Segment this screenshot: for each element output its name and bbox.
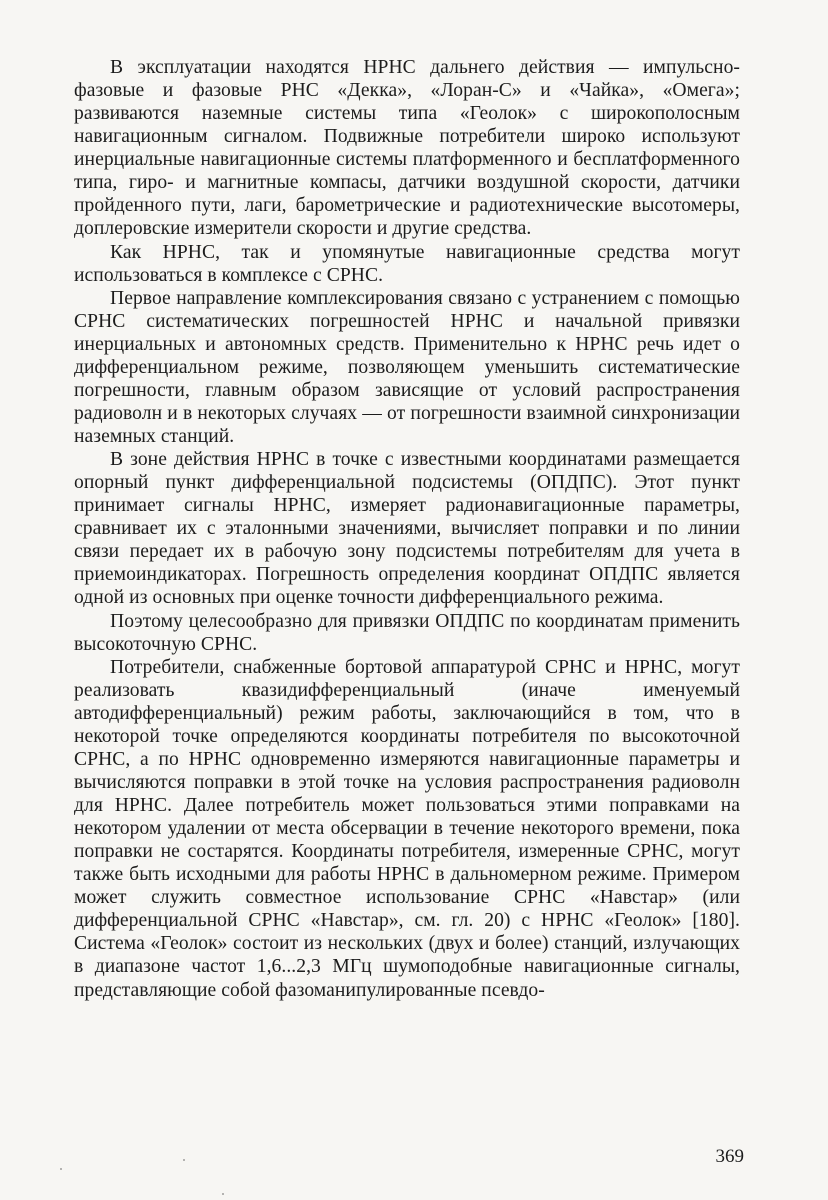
scan-speck — [222, 1193, 224, 1195]
scan-speck — [60, 1168, 62, 1170]
page-number: 369 — [715, 1146, 744, 1167]
paragraph-5: Поэтому целесообразно для привязки ОПДПС по координатам применить высокоточную СРНС. — [74, 610, 740, 655]
body-text — [74, 56, 740, 1002]
scan-speck — [183, 1159, 185, 1161]
paragraph-3: Первое направление комплексирования связано с устранением с помощью СРНС систематических погрешностей НРНС и начальной привязки инерциальных и автономных средств. Применительно к НРНС речь идет о дифференциальном режиме, позволяющем уменьшить систематические погрешности, главным образом зависящие от условий распространения радиоволн и в некоторых случаях — от погрешности взаимной синхронизации наземных станций. — [74, 287, 740, 447]
paragraph-4: В зоне действия НРНС в точке с известными координатами размещается опорный пункт дифференциальной подсистемы (ОПДПС). Этот пункт принимает сигналы НРНС, измеряет радионавигационные параметры, сравнивает их с эталонными значениями, вычисляет поправки и по линии связи передает их в рабочую зону подсистемы потребителям для учета в приемоиндикаторах. Погрешность определения координат ОПДПС является одной из основных при оценке точности дифференциального режима. — [74, 449, 740, 609]
paragraph-6: Потребители, снабженные бортовой аппаратурой СРНС и НРНС, могут реализовать квазидифференциальный (иначе именуемый автодифференциальный) режим работы, заключающийся в том, что в некоторой точке определяются координаты потребителя по высокоточной СРНС, а по НРНС одновременно измеряются навигационные параметры и вычисляются поправки в этой точке на условия распространения радиоволн для НРНС. Далее потребитель может пользоваться этими поправками на некотором удалении от места обсервации в течение некоторого времени, пока поправки не состарятся. Координаты потребителя, измеренные СРНС, могут также быть исходными для работы НРНС в дальномерном режиме. Примером может служить совместное использование СРНС «Навстар» (или дифференциальной СРНС «Навстар», см. гл. 20) с НРНС «Геолок» [180]. Система «Геолок» состоит из нескольких (двух и более) станций, излучающих в диапазоне частот 1,6...2,3 МГц шумоподобные навигационные сигналы, представляющие собой фазоманипулированные псевдо- — [74, 656, 740, 1001]
paragraph-2: Как НРНС, так и упомянутые навигационные средства могут использоваться в комплексе с СРНС. — [74, 241, 740, 286]
paragraph-1: В эксплуатации находятся НРНС дальнего действия — импульсно-фазовые и фазовые РНС «Декка», «Лоран-С» и «Чайка», «Омега»; развиваются наземные системы типа «Геолок» с широкополосным навигационным сигналом. Подвижные потребители широко используют инерциальные навигационные системы платформенного и бесплатформенного типа, гиро- и магнитные компасы, датчики воздушной скорости, датчики пройденного пути, лаги, барометрические и радиотехнические высотомеры, доплеровские измерители скорости и другие средства. — [74, 57, 740, 240]
